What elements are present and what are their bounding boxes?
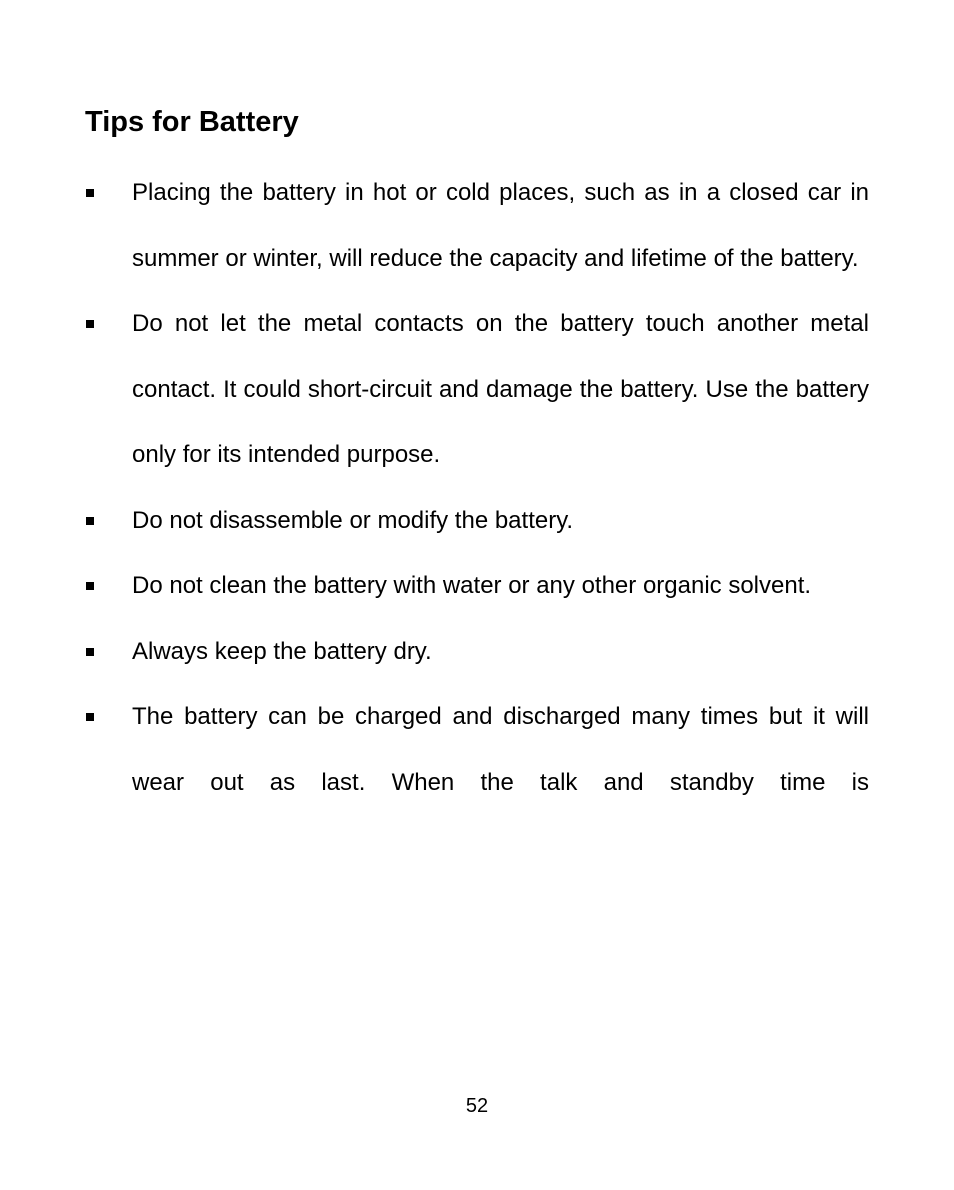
square-bullet-icon xyxy=(86,648,94,656)
square-bullet-icon xyxy=(86,517,94,525)
list-item xyxy=(0,619,954,685)
square-bullet-icon xyxy=(86,189,94,197)
list-item xyxy=(0,553,954,619)
battery-tips-list xyxy=(0,160,954,815)
list-item-text: The battery can be charged and discharged many times but it will wear out as last. When the talk and standby time is xyxy=(132,703,869,796)
page-number: 52 xyxy=(465,1095,489,1117)
list-item xyxy=(0,160,954,291)
square-bullet-icon xyxy=(86,713,94,721)
list-item-text: Do not let the metal contacts on the battery touch another metal contact. It could short-circuit and damage the battery. Use the battery only for its intended purpose. xyxy=(132,310,869,468)
list-item xyxy=(0,488,954,554)
square-bullet-icon xyxy=(86,320,94,328)
list-item-text: Always keep the battery dry. xyxy=(132,637,432,665)
page-title: Tips for Battery xyxy=(85,106,299,138)
list-item xyxy=(0,291,954,488)
square-bullet-icon xyxy=(86,582,94,590)
list-item-text: Placing the battery in hot or cold places, such as in a closed car in summer or winter, will reduce the capacity and lifetime of the battery. xyxy=(132,179,869,272)
list-item-text: Do not disassemble or modify the battery. xyxy=(132,506,574,534)
list-item xyxy=(0,684,954,815)
list-item-text: Do not clean the battery with water or any other organic solvent. xyxy=(132,572,812,599)
